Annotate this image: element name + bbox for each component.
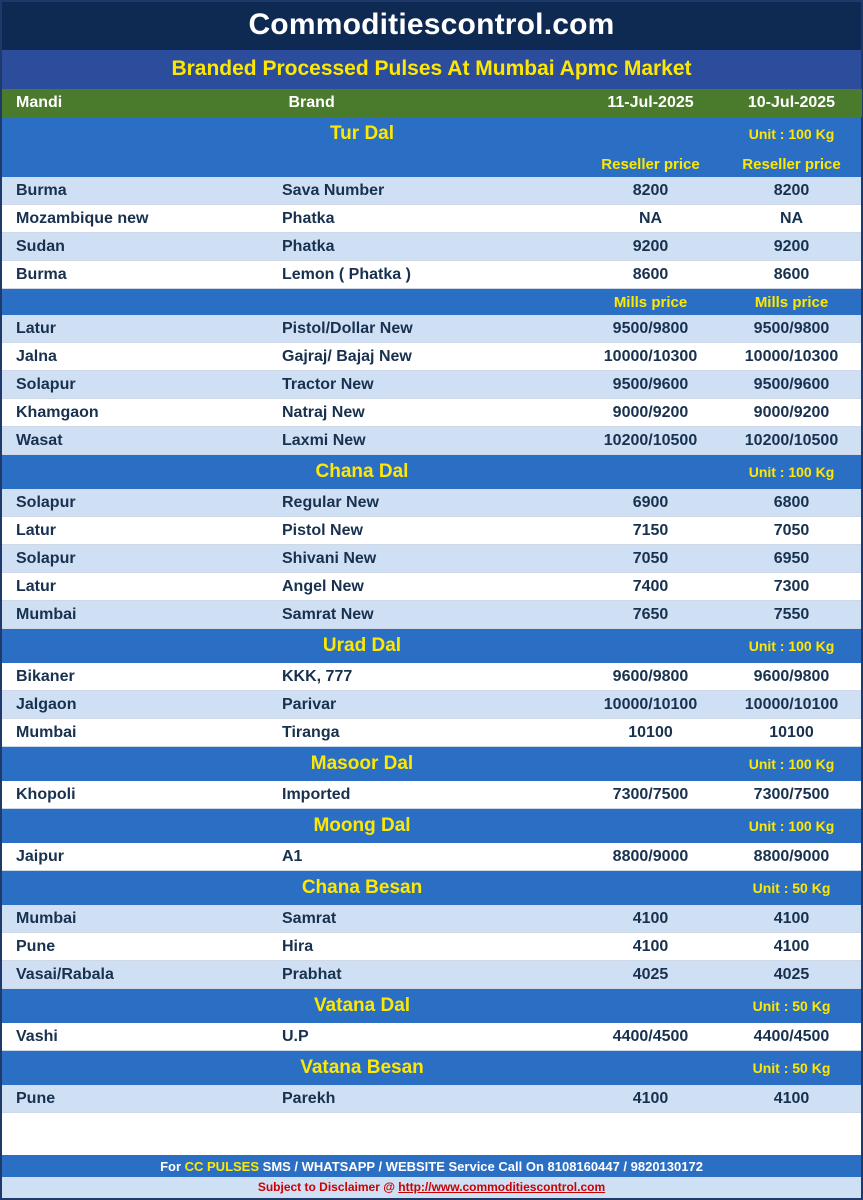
- cell-price-date2: 9500/9600: [722, 371, 861, 399]
- cell-price-date1: 9500/9800: [579, 315, 722, 343]
- cell-mandi: Khopoli: [2, 781, 274, 809]
- cell-price-date1: 10000/10300: [579, 343, 722, 371]
- cell-brand: Lemon ( Phatka ): [274, 261, 579, 289]
- section-header-vatana-besan: [2, 1051, 861, 1086]
- cell-price-date2: 7300/7500: [722, 781, 861, 809]
- table-row: [2, 517, 861, 545]
- cell-mandi: Wasat: [2, 427, 274, 455]
- footer-website-link[interactable]: http://www.commoditiescontrol.com: [398, 1180, 606, 1194]
- section-unit: Unit : 50 Kg: [722, 989, 861, 1024]
- cell-brand: Angel New: [274, 573, 579, 601]
- footer-disclaimer-line: [2, 1177, 861, 1198]
- cell-price-date2: 4100: [722, 933, 861, 961]
- cell-brand: Shivani New: [274, 545, 579, 573]
- cell-brand: Pistol New: [274, 517, 579, 545]
- column-header-mandi: Mandi: [2, 89, 274, 117]
- site-title: Commoditiescontrol.com: [2, 2, 861, 50]
- cell-brand: Prabhat: [274, 961, 579, 989]
- table-row: [2, 781, 861, 809]
- cell-price-date1: 10100: [579, 719, 722, 747]
- column-header-date1: 11-Jul-2025: [579, 89, 722, 117]
- table-row: [2, 719, 861, 747]
- table-row: [2, 663, 861, 691]
- section-title: Chana Dal: [2, 455, 722, 490]
- section-title: Urad Dal: [2, 629, 722, 664]
- cell-price-date1: 8800/9000: [579, 843, 722, 871]
- cell-brand: Pistol/Dollar New: [274, 315, 579, 343]
- table-row: [2, 233, 861, 261]
- page-spacer: [2, 1113, 861, 1155]
- cell-price-date1: NA: [579, 205, 722, 233]
- cell-price-date2: 7550: [722, 601, 861, 629]
- cell-mandi: Solapur: [2, 545, 274, 573]
- cell-mandi: Latur: [2, 517, 274, 545]
- subheader-reseller-price: [2, 151, 861, 177]
- section-header-masoor-dal: [2, 747, 861, 782]
- column-header-brand: Brand: [274, 89, 579, 117]
- table-row: [2, 843, 861, 871]
- cell-brand: Parivar: [274, 691, 579, 719]
- cell-price-date1: 4100: [579, 933, 722, 961]
- cell-price-date1: 4400/4500: [579, 1023, 722, 1051]
- cell-price-date1: 7300/7500: [579, 781, 722, 809]
- footer-product-name: CC PULSES: [184, 1159, 260, 1174]
- cell-mandi: Bikaner: [2, 663, 274, 691]
- cell-price-date2: 4025: [722, 961, 861, 989]
- report-title: Branded Processed Pulses At Mumbai Apmc Market: [2, 50, 861, 89]
- section-title: Vatana Besan: [2, 1051, 722, 1086]
- cell-price-date2: 10000/10100: [722, 691, 861, 719]
- cell-price-date1: 7150: [579, 517, 722, 545]
- subheader-label-date1: Mills price: [579, 289, 722, 316]
- cell-price-date1: 7650: [579, 601, 722, 629]
- cell-price-date1: 7050: [579, 545, 722, 573]
- cell-mandi: Khamgaon: [2, 399, 274, 427]
- cell-price-date2: 4100: [722, 1085, 861, 1113]
- cell-mandi: Mozambique new: [2, 205, 274, 233]
- cell-brand: Imported: [274, 781, 579, 809]
- table-row: [2, 573, 861, 601]
- cell-brand: Phatka: [274, 233, 579, 261]
- section-header-chana-besan: [2, 871, 861, 906]
- section-unit: Unit : 100 Kg: [722, 455, 861, 490]
- subheader-label-date1: Reseller price: [579, 151, 722, 177]
- table-body: [2, 117, 861, 1113]
- cell-brand: Regular New: [274, 489, 579, 517]
- cell-price-date1: 9000/9200: [579, 399, 722, 427]
- cell-mandi: Solapur: [2, 371, 274, 399]
- cell-brand: KKK, 777: [274, 663, 579, 691]
- cell-price-date1: 10000/10100: [579, 691, 722, 719]
- cell-price-date2: 7300: [722, 573, 861, 601]
- cell-mandi: Jalna: [2, 343, 274, 371]
- cell-mandi: Burma: [2, 177, 274, 205]
- price-table: [2, 89, 862, 1113]
- cell-brand: Gajraj/ Bajaj New: [274, 343, 579, 371]
- table-row: [2, 905, 861, 933]
- cell-mandi: Jaipur: [2, 843, 274, 871]
- section-title: Vatana Dal: [2, 989, 722, 1024]
- cell-price-date2: 10000/10300: [722, 343, 861, 371]
- footer-suffix: SMS / WHATSAPP / WEBSITE Service Call On 8108160447 / 9820130172: [259, 1159, 703, 1174]
- subheader-mills-price: [2, 289, 861, 316]
- table-row: [2, 343, 861, 371]
- cell-price-date1: 8200: [579, 177, 722, 205]
- cell-price-date1: 7400: [579, 573, 722, 601]
- cell-price-date1: 9200: [579, 233, 722, 261]
- table-row: [2, 933, 861, 961]
- table-row: [2, 601, 861, 629]
- cell-mandi: Mumbai: [2, 719, 274, 747]
- cell-price-date1: 4025: [579, 961, 722, 989]
- subheader-label-date2: Mills price: [722, 289, 861, 316]
- table-row: [2, 427, 861, 455]
- cell-price-date2: 6800: [722, 489, 861, 517]
- cell-mandi: Pune: [2, 933, 274, 961]
- subheader-blank: [2, 151, 579, 177]
- cell-price-date1: 8600: [579, 261, 722, 289]
- section-unit: Unit : 50 Kg: [722, 871, 861, 906]
- cell-price-date2: 4400/4500: [722, 1023, 861, 1051]
- section-header-urad-dal: [2, 629, 861, 664]
- cell-price-date2: 8600: [722, 261, 861, 289]
- table-row: [2, 691, 861, 719]
- cell-price-date2: 9600/9800: [722, 663, 861, 691]
- cell-mandi: Latur: [2, 573, 274, 601]
- table-row: [2, 261, 861, 289]
- cell-price-date1: 9600/9800: [579, 663, 722, 691]
- cell-price-date2: 9000/9200: [722, 399, 861, 427]
- section-unit: Unit : 100 Kg: [722, 117, 861, 151]
- section-header-tur-dal: [2, 117, 861, 151]
- section-title: Tur Dal: [2, 117, 722, 151]
- cell-price-date2: 6950: [722, 545, 861, 573]
- cell-price-date1: 4100: [579, 905, 722, 933]
- column-header-date2: 10-Jul-2025: [722, 89, 861, 117]
- table-row: [2, 177, 861, 205]
- section-unit: Unit : 100 Kg: [722, 747, 861, 782]
- cell-price-date2: 8800/9000: [722, 843, 861, 871]
- cell-price-date1: 4100: [579, 1085, 722, 1113]
- cell-brand: Samrat: [274, 905, 579, 933]
- table-row: [2, 205, 861, 233]
- cell-mandi: Latur: [2, 315, 274, 343]
- cell-brand: Parekh: [274, 1085, 579, 1113]
- cell-price-date2: 10200/10500: [722, 427, 861, 455]
- table-row: [2, 961, 861, 989]
- cell-mandi: Pune: [2, 1085, 274, 1113]
- table-row: [2, 545, 861, 573]
- section-title: Moong Dal: [2, 809, 722, 844]
- cell-price-date1: 9500/9600: [579, 371, 722, 399]
- table-row: [2, 315, 861, 343]
- footer-service-line: [2, 1155, 861, 1177]
- cell-mandi: Mumbai: [2, 601, 274, 629]
- cell-mandi: Jalgaon: [2, 691, 274, 719]
- section-unit: Unit : 100 Kg: [722, 629, 861, 664]
- table-row: [2, 1085, 861, 1113]
- section-title: Masoor Dal: [2, 747, 722, 782]
- footer-disclaimer-text: Subject to Disclaimer @: [257, 1180, 399, 1194]
- cell-brand: Tractor New: [274, 371, 579, 399]
- cell-brand: Laxmi New: [274, 427, 579, 455]
- cell-brand: Hira: [274, 933, 579, 961]
- cell-brand: Tiranga: [274, 719, 579, 747]
- footer-prefix: For: [160, 1159, 185, 1174]
- cell-mandi: Mumbai: [2, 905, 274, 933]
- section-unit: Unit : 100 Kg: [722, 809, 861, 844]
- cell-price-date2: 4100: [722, 905, 861, 933]
- subheader-label-date2: Reseller price: [722, 151, 861, 177]
- cell-mandi: Burma: [2, 261, 274, 289]
- table-header-row: [2, 89, 861, 117]
- table-row: [2, 399, 861, 427]
- cell-brand: U.P: [274, 1023, 579, 1051]
- section-header-moong-dal: [2, 809, 861, 844]
- cell-brand: Sava Number: [274, 177, 579, 205]
- cell-price-date2: NA: [722, 205, 861, 233]
- cell-price-date2: 10100: [722, 719, 861, 747]
- cell-price-date2: 8200: [722, 177, 861, 205]
- subheader-blank: [2, 289, 579, 316]
- cell-mandi: Vashi: [2, 1023, 274, 1051]
- cell-price-date2: 7050: [722, 517, 861, 545]
- table-row: [2, 1023, 861, 1051]
- section-title: Chana Besan: [2, 871, 722, 906]
- section-header-vatana-dal: [2, 989, 861, 1024]
- cell-price-date2: 9200: [722, 233, 861, 261]
- cell-brand: Phatka: [274, 205, 579, 233]
- table-row: [2, 371, 861, 399]
- cell-brand: Natraj New: [274, 399, 579, 427]
- cell-mandi: Solapur: [2, 489, 274, 517]
- cell-price-date1: 10200/10500: [579, 427, 722, 455]
- table-row: [2, 489, 861, 517]
- cell-brand: Samrat New: [274, 601, 579, 629]
- cell-price-date1: 6900: [579, 489, 722, 517]
- section-unit: Unit : 50 Kg: [722, 1051, 861, 1086]
- cell-price-date2: 9500/9800: [722, 315, 861, 343]
- cell-brand: A1: [274, 843, 579, 871]
- section-header-chana-dal: [2, 455, 861, 490]
- cell-mandi: Sudan: [2, 233, 274, 261]
- cell-mandi: Vasai/Rabala: [2, 961, 274, 989]
